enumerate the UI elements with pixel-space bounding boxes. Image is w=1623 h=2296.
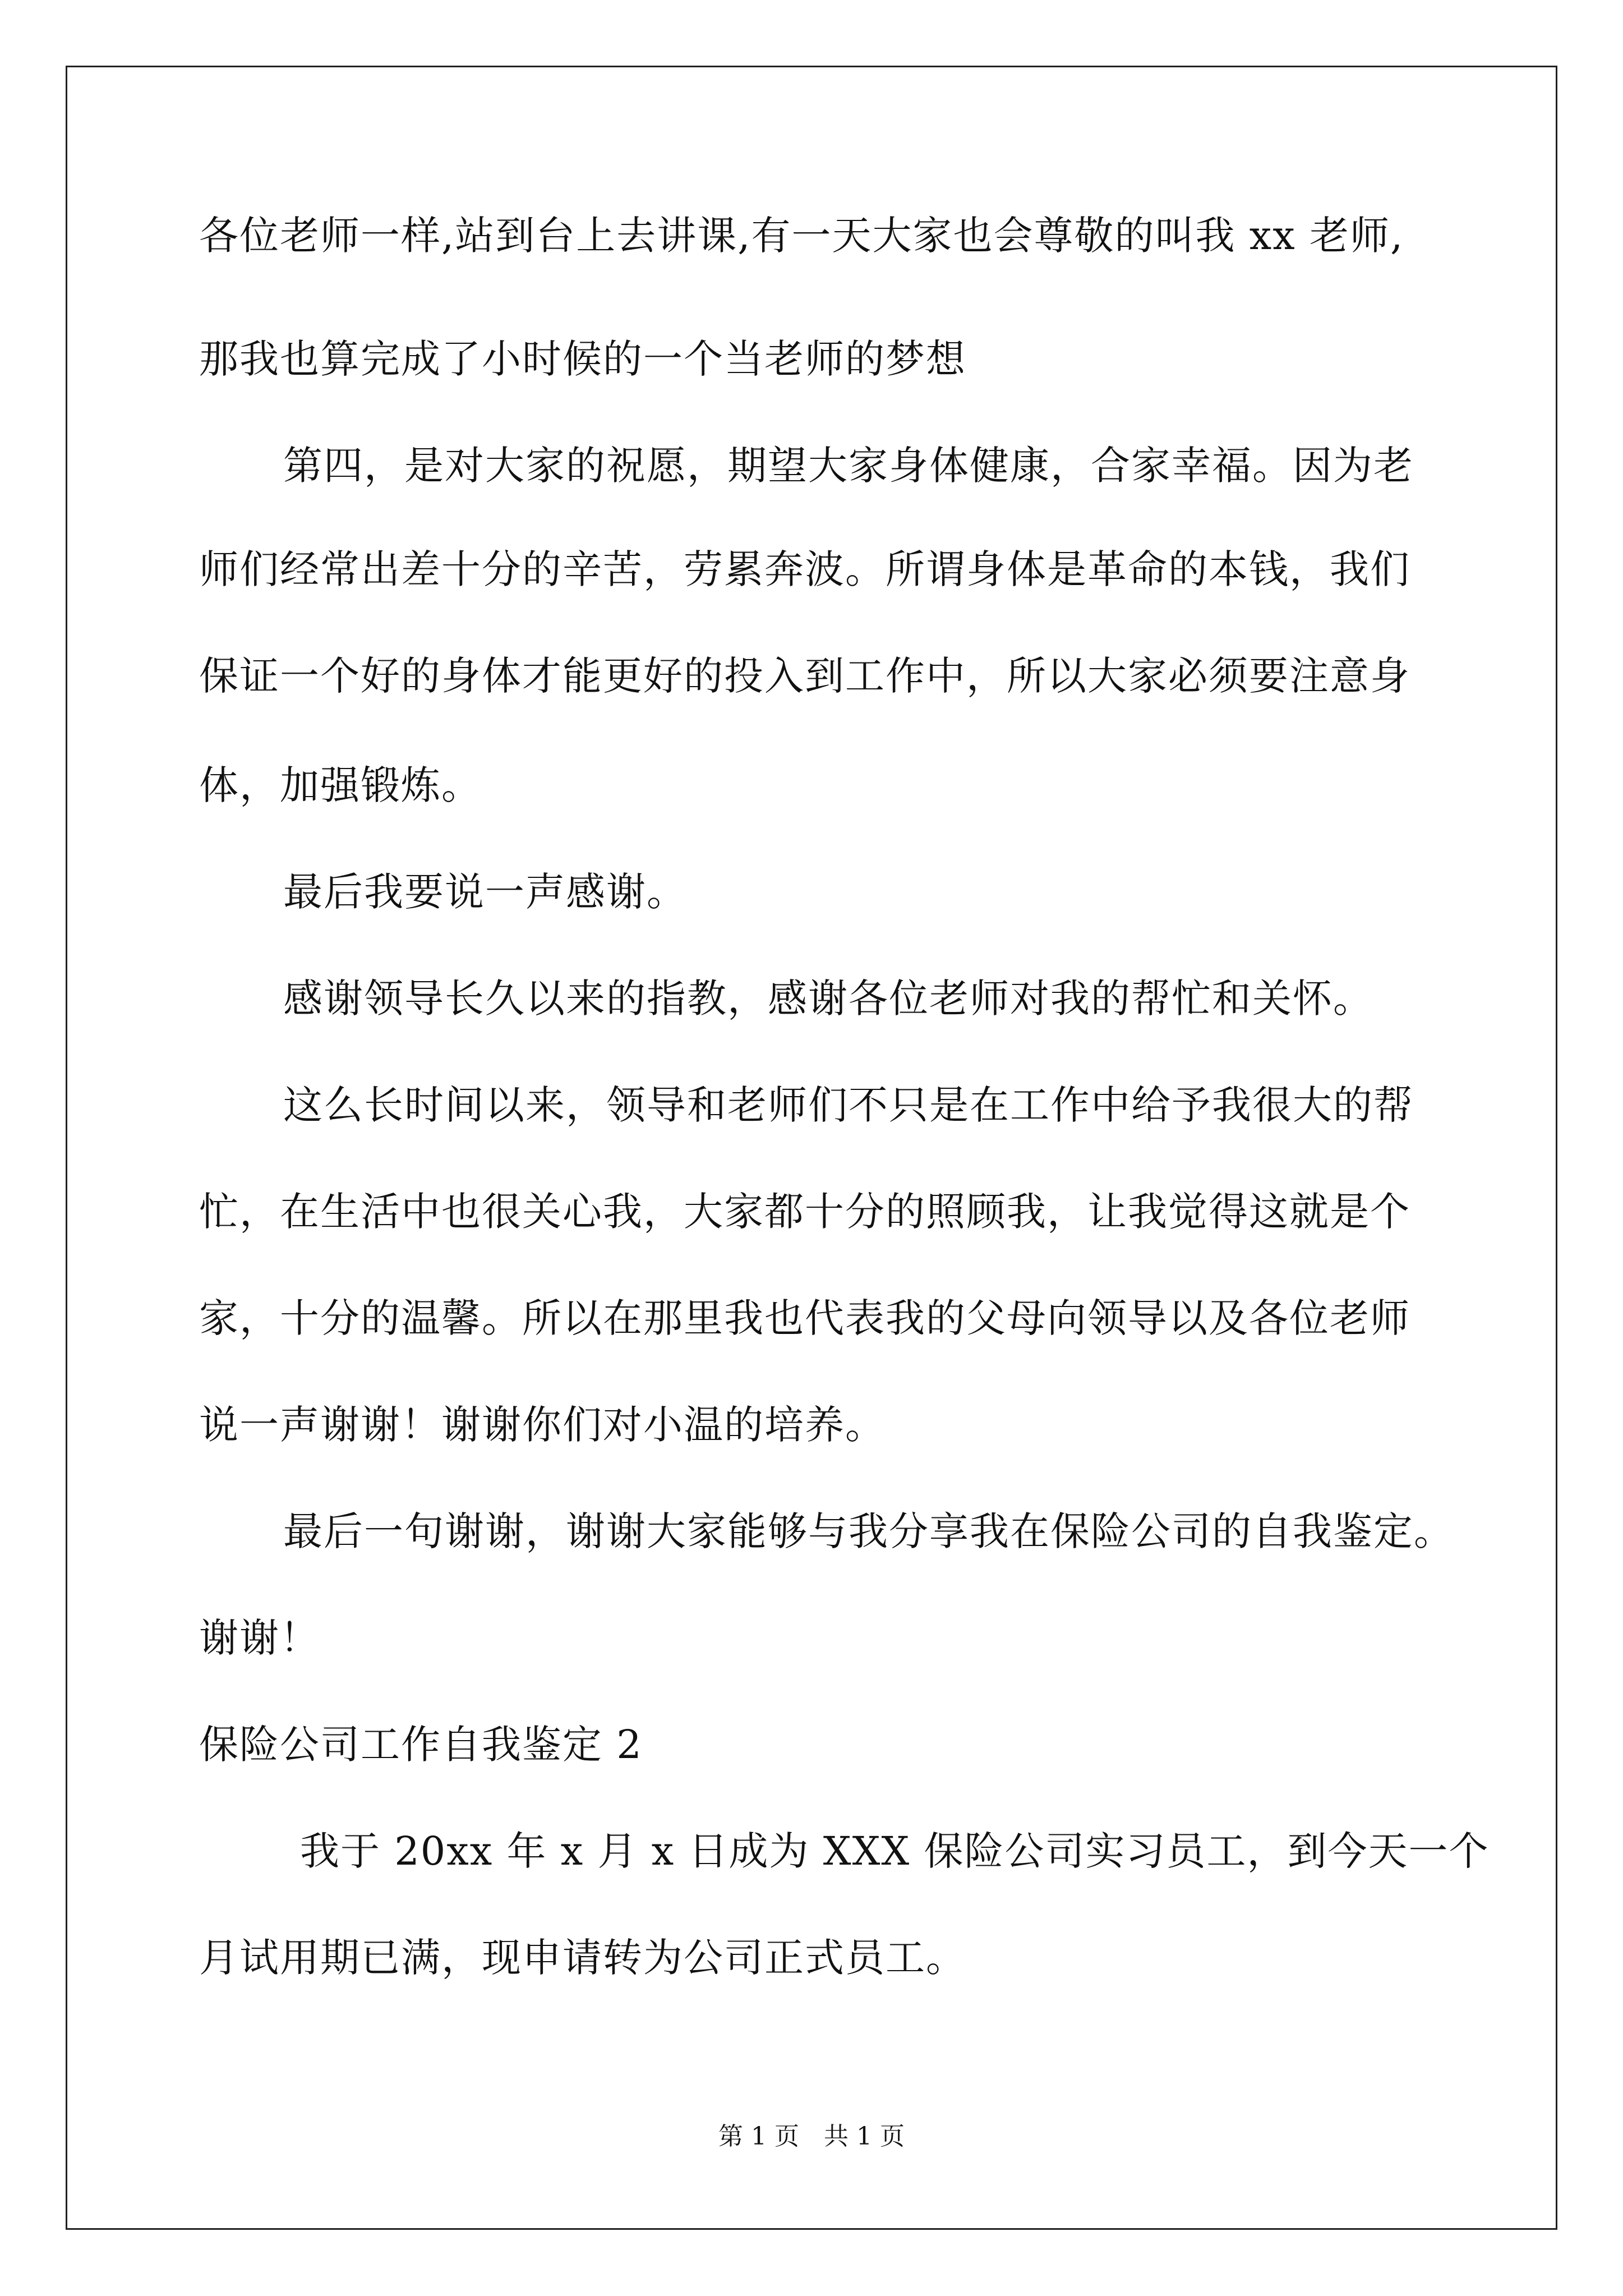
text-line-10: 忙，在生活中也很关心我，大家都十分的照顾我，让我觉得这就是个 bbox=[199, 1189, 1410, 1235]
text-line-4: 师们经常出差十分的辛苦，劳累奔波。所谓身体是革命的本钱，我们 bbox=[199, 546, 1410, 592]
text-line-12: 说一声谢谢！谢谢你们对小温的培养。 bbox=[199, 1402, 886, 1448]
text-line-1: 各位老师一样,站到台上去讲课,有一天大家也会尊敬的叫我 xx 老师, bbox=[199, 213, 1404, 259]
text-line-8: 感谢领导长久以来的指教，感谢各位老师对我的帮忙和关怀。 bbox=[283, 976, 1373, 1022]
text-line-13: 最后一句谢谢，谢谢大家能够与我分享我在保险公司的自我鉴定。 bbox=[283, 1508, 1454, 1554]
text-line-11: 家，十分的温馨。所以在那里我也代表我的父母向领导以及各位老师 bbox=[199, 1295, 1410, 1341]
text-line-6: 体，加强锻炼。 bbox=[199, 762, 482, 808]
text-line-7: 最后我要说一声感谢。 bbox=[283, 869, 687, 915]
text-line-2: 那我也算完成了小时候的一个当老师的梦想 bbox=[199, 336, 966, 382]
text-line-14: 谢谢！ bbox=[199, 1615, 320, 1661]
text-line-17: 月试用期已满，现申请转为公司正式员工。 bbox=[199, 1935, 966, 1981]
section-heading: 保险公司工作自我鉴定 2 bbox=[199, 1722, 643, 1768]
page-border bbox=[66, 66, 1557, 2230]
text-line-16: 我于 20xx 年 x 月 x 日成为 XXX 保险公司实习员工，到今天一个 bbox=[300, 1828, 1490, 1874]
text-line-5: 保证一个好的身体才能更好的投入到工作中，所以大家必须要注意身 bbox=[199, 653, 1410, 699]
text-line-3: 第四，是对大家的祝愿，期望大家身体健康，合家幸福。因为老 bbox=[283, 443, 1414, 489]
text-line-9: 这么长时间以来，领导和老师们不只是在工作中给予我很大的帮 bbox=[283, 1082, 1414, 1128]
page-number-footer: 第 1 页 共 1 页 bbox=[718, 2122, 905, 2151]
